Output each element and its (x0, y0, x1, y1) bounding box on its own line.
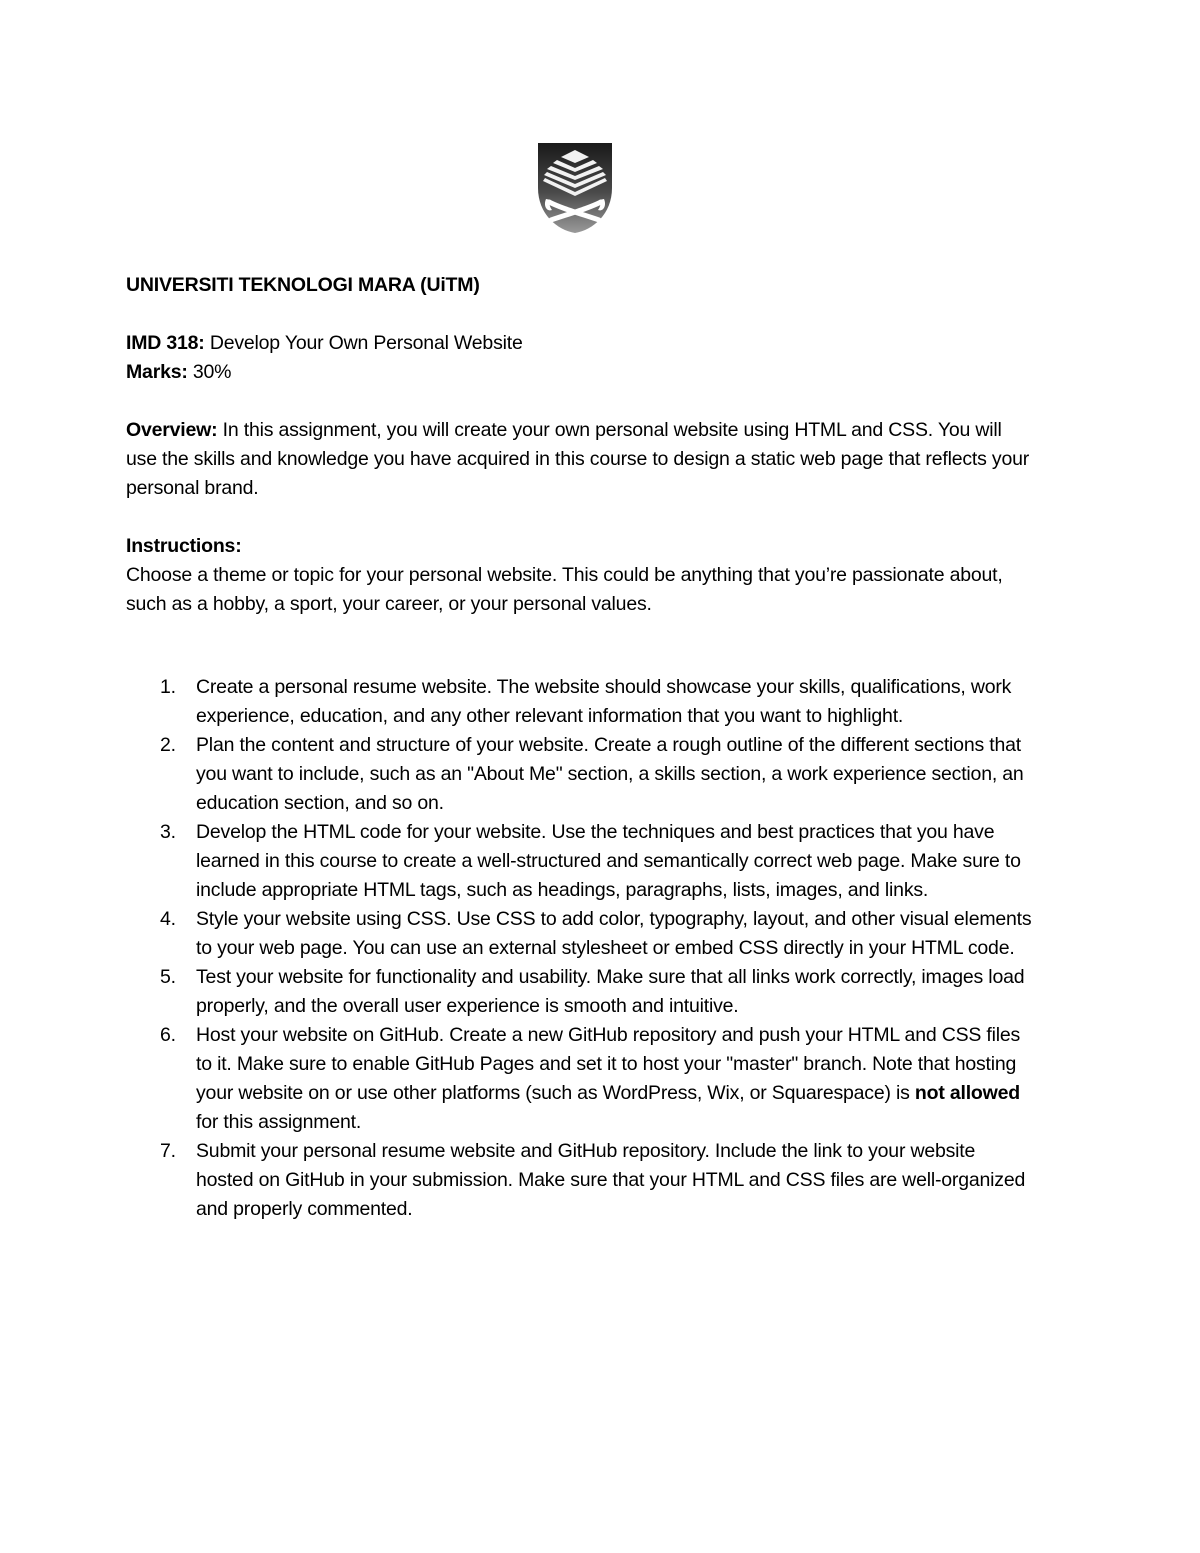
instructions-label: Instructions: (126, 535, 242, 557)
list-item (126, 1021, 1036, 1137)
list-item-text: Develop the HTML code for your website. Use the techniques and best practices that you have learned in this course to create a well-structured and semantically correct web page. Make sure to include appropriate HTML tags, such as headings, paragraphs, lists, images, and links. (196, 821, 1021, 901)
instructions-intro: Choose a theme or topic for your personal website. This could be anything that you’re passionate about, such as a hobby, a sport, your career, or your personal values. (126, 564, 1003, 615)
list-item-number: 1. (160, 676, 176, 698)
marks-label: Marks: (126, 361, 188, 383)
list-item (126, 731, 1036, 818)
marks-value: 30% (192, 361, 232, 383)
list-item-number: 4. (160, 908, 176, 930)
list-item-number: 2. (160, 734, 176, 756)
overview-paragraph (126, 416, 1036, 503)
list-item-text: Style your website using CSS. Use CSS to add color, typography, layout, and other visual elements to your web page. You can use an external stylesheet or embed CSS directly in your HTML code. (196, 908, 1032, 959)
overview-text: In this assignment, you will create your own personal website using HTML and CSS. You will use the skills and knowledge you have acquired in this course to design a static web page that reflects your personal brand. (126, 419, 1030, 499)
course-line (126, 329, 1036, 358)
overview-label: Overview: (126, 419, 218, 441)
list-item-text: Plan the content and structure of your website. Create a rough outline of the different sections that you want to include, such as an "About Me" section, a skills section, a work experience section, an education section, and so on. (196, 734, 1024, 814)
list-item-number: 3. (160, 821, 176, 843)
list-item (126, 963, 1036, 1021)
course-title: Develop Your Own Personal Website (209, 332, 523, 354)
marks-line (126, 358, 1036, 387)
list-item-number: 5. (160, 966, 176, 988)
list-item (126, 905, 1036, 963)
list-item-number: 7. (160, 1140, 176, 1162)
task-list (126, 673, 1036, 1224)
list-item (126, 818, 1036, 905)
list-item (126, 1137, 1036, 1224)
list-item-number: 6. (160, 1024, 176, 1046)
list-item-text: Test your website for functionality and usability. Make sure that all links work correctly, images load properly, and the overall user experience is smooth and intuitive. (196, 966, 1025, 1017)
university-name: UNIVERSITI TEKNOLOGI MARA (UiTM) (126, 274, 480, 296)
course-code-label: IMD 318: (126, 332, 205, 354)
list-item-text-before: Host your website on GitHub. Create a new GitHub repository and push your HTML and CSS files to it. Make sure to enable GitHub Pages and set it to host your "master" branch. Note that hosting your website on or use other platforms (such as WordPress, Wix, or Squarespace) is (196, 1024, 1021, 1104)
list-item-text-bold: not allowed (914, 1082, 1020, 1104)
list-item-text: Submit your personal resume website and GitHub repository. Include the link to your website hosted on GitHub in your submission. Make sure that your HTML and CSS files are well-organized and properly commented. (196, 1140, 1026, 1220)
list-item-text: Create a personal resume website. The website should showcase your skills, qualifications, work experience, education, and any other relevant information that you want to highlight. (196, 676, 1012, 727)
uitm-crest-icon (537, 142, 613, 234)
list-item (126, 673, 1036, 731)
list-item-text-after: for this assignment. (196, 1111, 362, 1133)
document-body (126, 271, 1036, 1224)
